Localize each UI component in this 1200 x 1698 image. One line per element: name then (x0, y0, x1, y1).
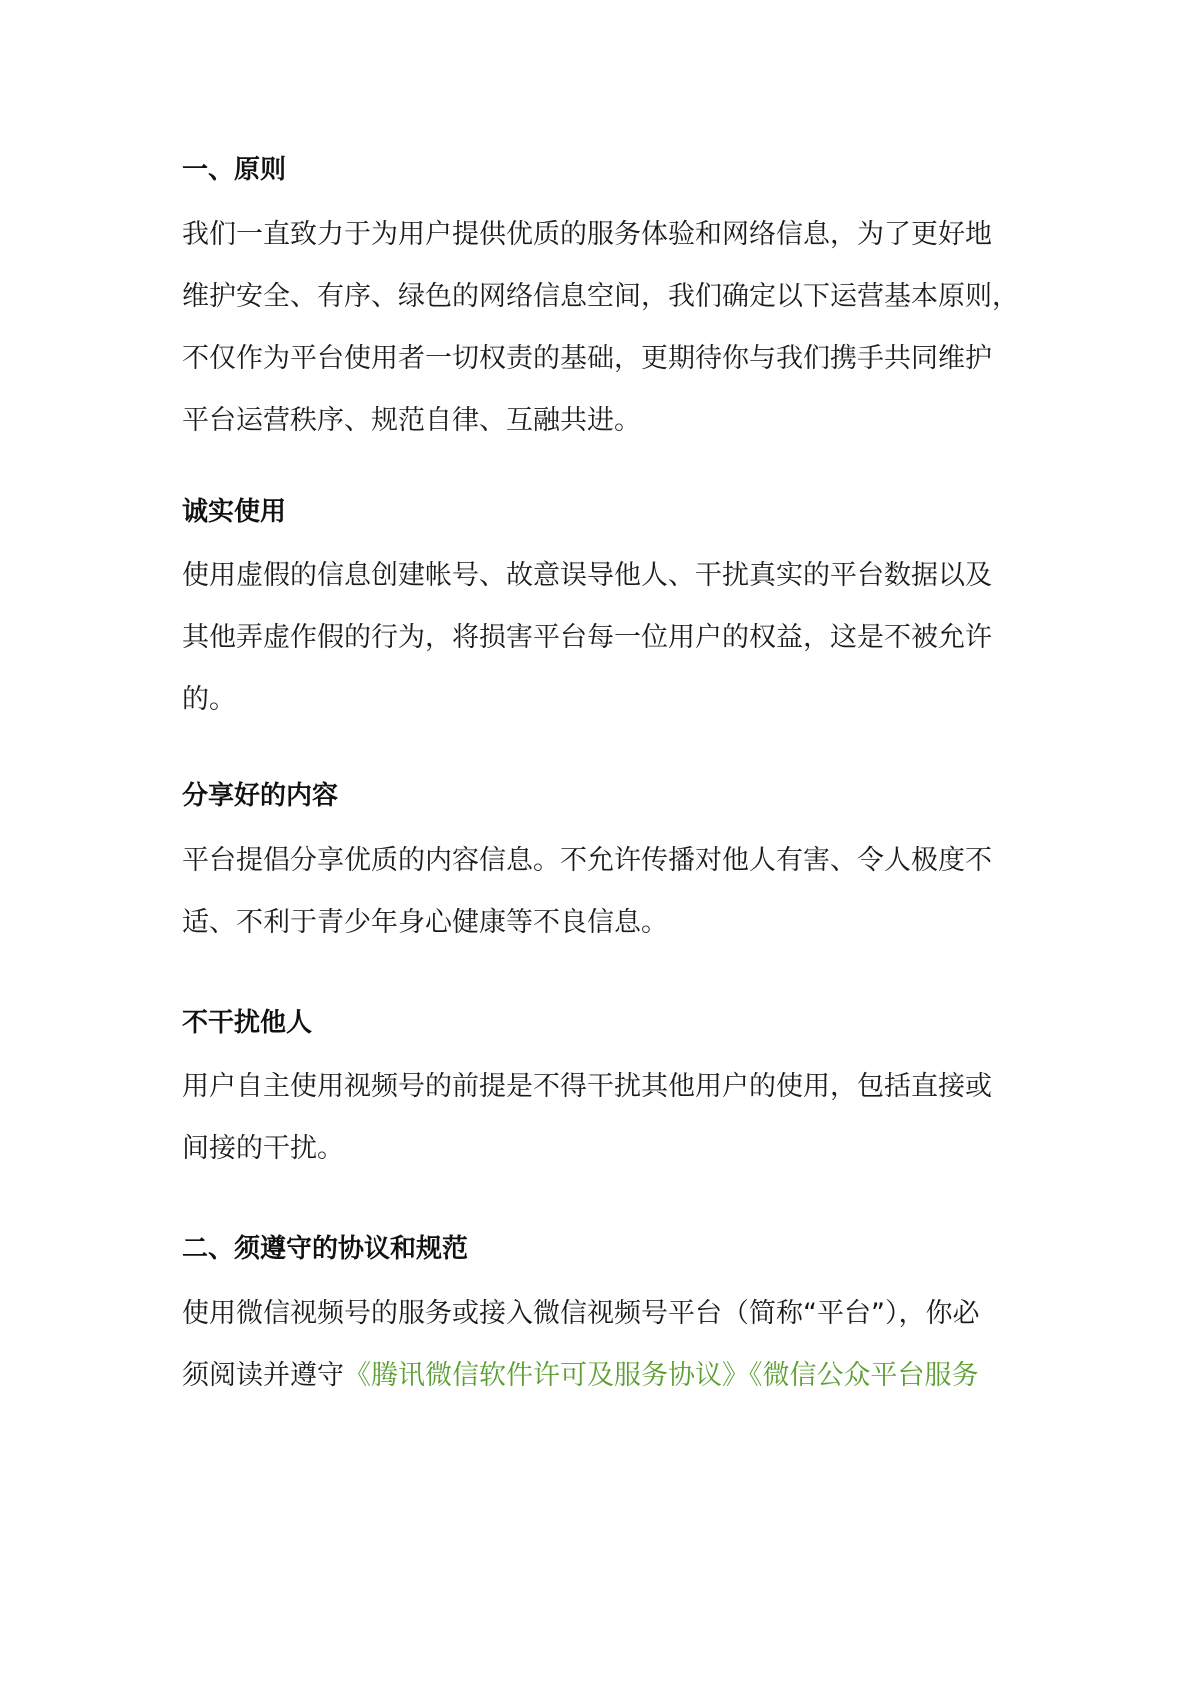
heading-agreements: 二、须遵守的协议和规范 (182, 1234, 469, 1264)
heading-no-interference: 不干扰他人 (182, 1008, 313, 1038)
link-wechat-software-license[interactable]: 《腾讯微信软件许可及服务协议》 (344, 1360, 749, 1391)
heading-share-good-content: 分享好的内容 (182, 781, 339, 811)
paragraph-line: 的。 (182, 684, 236, 715)
paragraph-line: 维护安全、有序、绿色的网络信息空间，我们确定以下运营基本原则， (182, 281, 1019, 312)
paragraph-line: 用户自主使用视频号的前提是不得干扰其他用户的使用，包括直接或 (182, 1071, 992, 1102)
paragraph-line: 我们一直致力于为用户提供优质的服务体验和网络信息，为了更好地 (182, 219, 992, 250)
paragraph-text: 须阅读并遵守 (182, 1360, 344, 1391)
paragraph-line: 使用虚假的信息创建帐号、故意误导他人、干扰真实的平台数据以及 (182, 560, 992, 591)
paragraph-honest-use (182, 545, 1027, 731)
paragraph-line-with-links (182, 1345, 1027, 1407)
paragraph-no-interference (182, 1056, 1027, 1180)
paragraph-line: 间接的干扰。 (182, 1133, 344, 1164)
paragraph-line: 平台运营秩序、规范自律、互融共进。 (182, 405, 641, 436)
heading-honest-use: 诚实使用 (182, 497, 287, 527)
paragraph-line: 使用微信视频号的服务或接入微信视频号平台（简称“平台”），你必 (182, 1298, 980, 1329)
paragraph-line: 平台提倡分享优质的内容信息。不允许传播对他人有害、令人极度不 (182, 845, 992, 876)
paragraph-line: 不仅作为平台使用者一切权责的基础，更期待你与我们携手共同维护 (182, 343, 992, 374)
heading-principles: 一、原则 (182, 155, 287, 185)
paragraph-line: 其他弄虚作假的行为，将损害平台每一位用户的权益，这是不被允许 (182, 622, 992, 653)
paragraph-principles (182, 204, 1027, 452)
paragraph-agreements (182, 1283, 1027, 1407)
paragraph-line: 适、不利于青少年身心健康等不良信息。 (182, 907, 668, 938)
link-wechat-public-platform-service[interactable]: 《微信公众平台服务 (749, 1360, 979, 1391)
paragraph-share-good-content (182, 830, 1027, 954)
